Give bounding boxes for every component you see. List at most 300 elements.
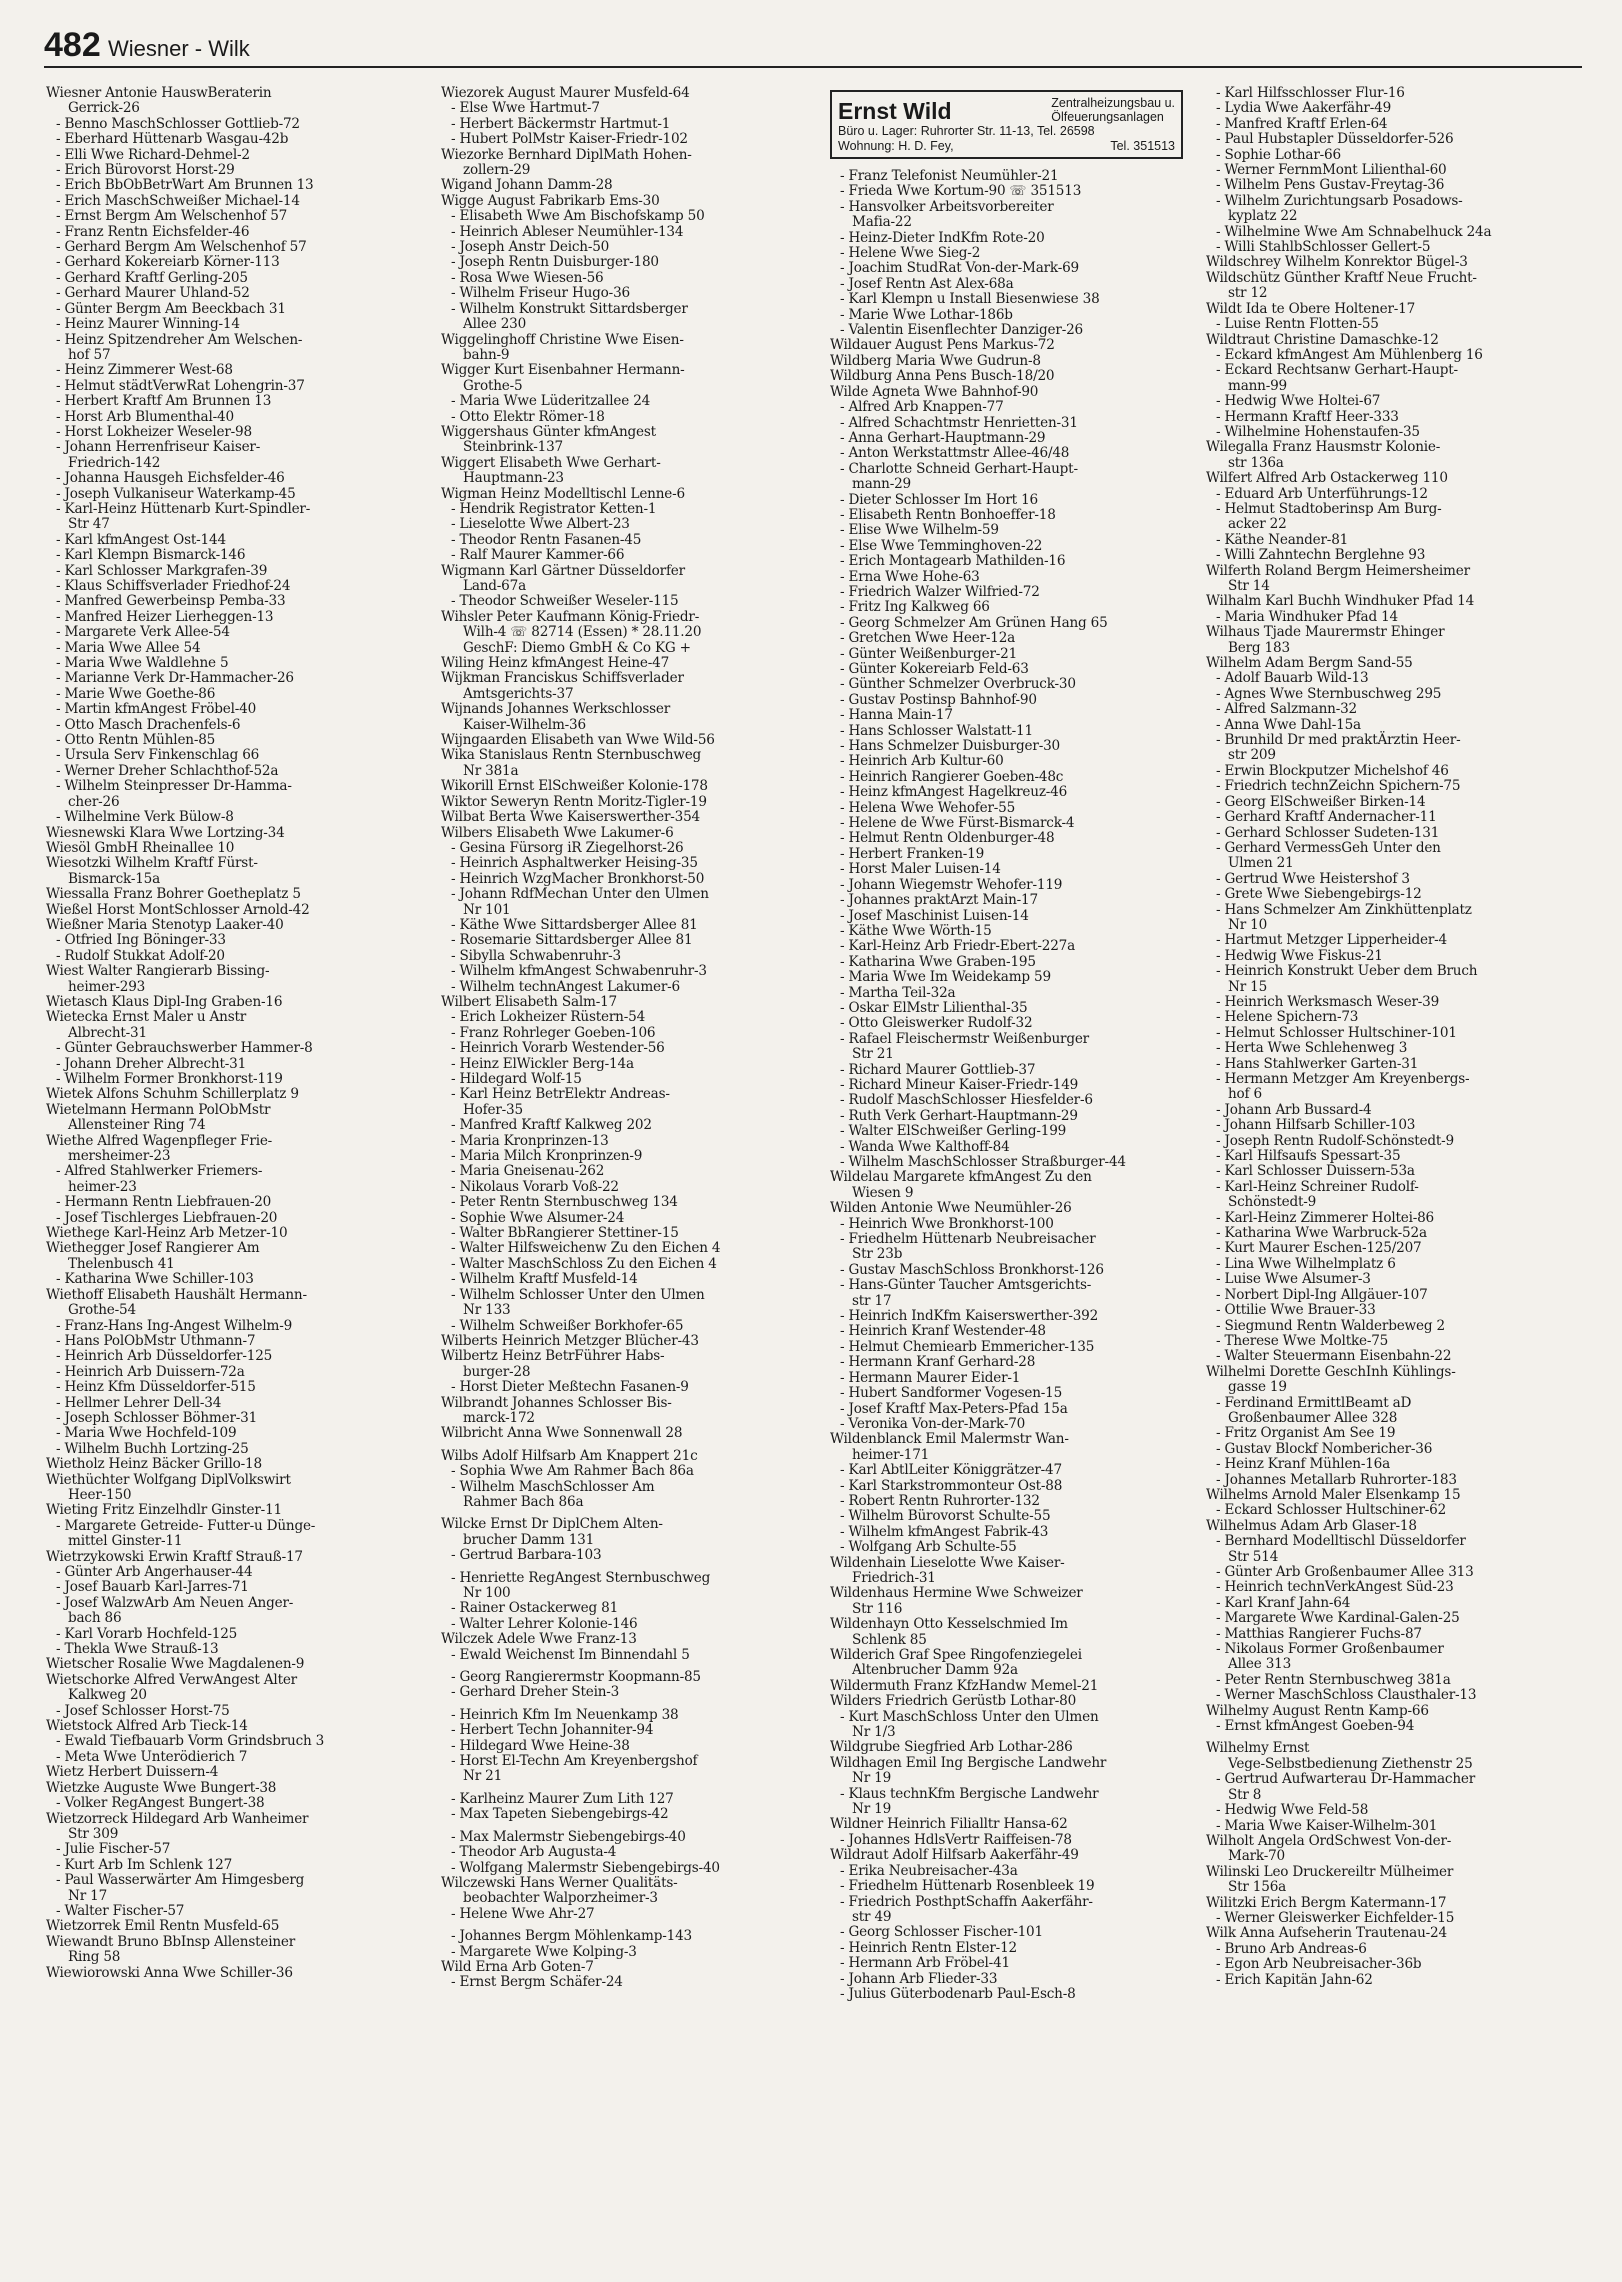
- directory-entry-line: Wilegalla Franz Hausmstr Kolonie-: [1206, 439, 1441, 456]
- directory-entry-line: - Bernhard Modelltischl Düsseldorfer: [1216, 1533, 1466, 1550]
- directory-entry-line: marck-172: [463, 1409, 535, 1426]
- directory-entry-line: zollern-29: [463, 162, 531, 179]
- directory-entry-line: - Ewald Weichenst Im Binnendahl 5: [451, 1646, 690, 1663]
- directory-entry-line: - Johann Dreher Albrecht-31: [56, 1055, 247, 1072]
- directory-entry-line: - Johanna Hausgeh Eichsfelder-46: [56, 470, 285, 487]
- directory-entry-line: Wilhalm Karl Buchh Windhuker Pfad 14: [1206, 593, 1475, 610]
- directory-entry-line: - Bruno Arb Andreas-6: [1216, 1940, 1367, 1957]
- directory-entry-line: - Karl Starkstrommonteur Ost-88: [840, 1477, 1063, 1494]
- directory-column-1: [46, 86, 401, 2246]
- directory-entry-line: kyplatz 22: [1228, 208, 1298, 225]
- directory-entry-line: - Johann Arb Flieder-33: [840, 1970, 998, 1987]
- directory-entry-line: Altenbrucher Damm 92a: [852, 1662, 1018, 1679]
- directory-entry-line: - Karl Klempn u Install Biesenwiese 38: [840, 291, 1100, 308]
- directory-entry-line: Str 116: [852, 1600, 903, 1617]
- directory-entry-line: - Volker RegAngest Bungert-38: [56, 1795, 265, 1812]
- directory-entry-line: - Gerhard Maurer Uhland-52: [56, 285, 250, 302]
- directory-entry-line: - Nikolaus Vorarb Voß-22: [451, 1178, 619, 1195]
- directory-entry-line: - Karl Schlosser Duissern-53a: [1216, 1163, 1415, 1180]
- directory-entry-line: - Hubert PolMstr Kaiser-Friedr-102: [451, 131, 688, 148]
- directory-entry-line: - Nikolaus Former Großenbaumer: [1216, 1641, 1444, 1658]
- directory-entry-line: - Herbert Bäckermstr Hartmut-1: [451, 115, 671, 132]
- directory-entry-line: Wigman Heinz Modelltischl Lenne-6: [441, 485, 685, 502]
- home-address: Wohnung: H. D. Fey,: [838, 139, 954, 153]
- office-address: Büro u. Lager: Ruhrorter Str. 11-13, Tel. 26598: [838, 124, 1095, 138]
- directory-entry-line: - Wilhelm Former Bronkhorst-119: [56, 1071, 283, 1087]
- directory-entry-line: - Gerhard Dreher Stein-3: [451, 1684, 620, 1701]
- directory-entry-line: Wietelmann Hermann PolObMstr: [46, 1101, 271, 1118]
- directory-entry-line: - Frieda Wwe Kortum-90 ☏ 351513: [840, 183, 1082, 200]
- directory-entry-line: - Günther Schmelzer Overbruck-30: [840, 676, 1076, 693]
- directory-entry-line: - Paul Wasserwärter Am Himgesberg: [56, 1872, 305, 1889]
- directory-entry-line: - Georg ElSchweißer Birken-14: [1216, 793, 1426, 810]
- directory-entry-line: Nr 100: [463, 1585, 511, 1601]
- directory-entry-line: - Johannes HdlsVertr Raiffeisen-78: [840, 1831, 1072, 1848]
- directory-entry-line: burger-28: [463, 1363, 531, 1380]
- directory-entry-line: - Katharina Wwe Warbruck-52a: [1216, 1225, 1427, 1242]
- directory-entry-line: - Herbert Techn Johanniter-94: [451, 1722, 654, 1739]
- directory-entry-line: Wilhelmy Ernst: [1206, 1740, 1310, 1757]
- directory-entry-line: - Werner Gleiswerker Eichfelder-15: [1216, 1909, 1455, 1926]
- directory-entry-line: - Karl Hilfsaufs Spessart-35: [1216, 1148, 1401, 1165]
- directory-entry-line: - Helene Wwe Ahr-27: [451, 1905, 595, 1922]
- directory-entry-line: Wiewiorowski Anna Wwe Schiller-36: [46, 1964, 293, 1981]
- directory-entry-line: mann-29: [852, 476, 911, 493]
- directory-entry-line: str 49: [852, 1908, 892, 1925]
- directory-entry-line: - Ernst Bergm Schäfer-24: [451, 1974, 623, 1991]
- directory-entry-line: Mark-70: [1228, 1848, 1286, 1865]
- directory-entry-line: Wiezorek August Maurer Musfeld-64: [441, 86, 690, 101]
- directory-entry-line: - Sophia Wwe Am Rahmer Bach 86a: [451, 1463, 694, 1480]
- directory-entry-line: Wilde Agneta Wwe Bahnhof-90: [830, 383, 1039, 400]
- directory-entry-line: - Maria Wwe Kaiser-Wilhelm-301: [1216, 1817, 1438, 1834]
- directory-entry-line: Nr 10: [1228, 916, 1268, 933]
- directory-entry-line: - Heinz-Dieter IndKfm Rote-20: [840, 229, 1045, 246]
- directory-entry-line: - Manfred Gewerbeinsp Pemba-33: [56, 593, 286, 610]
- directory-entry-line: - Anna Wwe Dahl-15a: [1216, 716, 1361, 733]
- directory-entry-line: - Rosemarie Sittardsberger Allee 81: [451, 932, 693, 949]
- directory-entry-line: - Theodor Schweißer Weseler-115: [451, 593, 679, 610]
- directory-entry-line: - Helmut städtVerwRat Lohengrin-37: [56, 377, 305, 394]
- directory-entry-line: - Hans Schmelzer Am Zinkhüttenplatz: [1216, 901, 1472, 918]
- directory-entry-line: - Heinrich IndKfm Kaiserswerther-392: [840, 1308, 1099, 1325]
- directory-entry-line: - Georg Schlosser Fischer-101: [840, 1924, 1043, 1941]
- directory-entry-line: - Klaus Schiffsverlader Friedhof-24: [56, 578, 291, 594]
- directory-entry-line: - Gerhard VermessGeh Unter den: [1216, 839, 1441, 856]
- directory-column-3: [830, 86, 1185, 2246]
- directory-entry-line: - Gustav Postinsp Bahnhof-90: [840, 691, 1037, 708]
- directory-entry-line: Nr 17: [68, 1887, 108, 1904]
- directory-entry-line: - Sibylla Schwabenruhr-3: [451, 947, 621, 964]
- directory-entry-line: - Otto Elektr Römer-18: [451, 408, 605, 425]
- directory-entry-line: Wiest Walter Rangierarb Bissing-: [46, 963, 270, 980]
- directory-entry-line: - Heinrich WzgMacher Bronkhorst-50: [451, 870, 705, 887]
- directory-entry-line: - Wanda Wwe Kalthoff-84: [840, 1138, 1010, 1155]
- directory-entry-line: Wiesen 9: [852, 1184, 914, 1201]
- directory-entry-line: - Gustav MaschSchloss Bronkhorst-126: [840, 1261, 1104, 1278]
- directory-entry-line: Wildenhaus Hermine Wwe Schweizer: [830, 1585, 1083, 1602]
- directory-entry-line: - Herbert Kraftf Am Brunnen 13: [56, 393, 272, 410]
- directory-entry-line: - Karl Klempn Bismarck-146: [56, 547, 246, 564]
- directory-entry-line: - Helene Spichern-73: [1216, 1009, 1359, 1026]
- directory-entry-line: - Gretchen Wwe Heer-12a: [840, 630, 1016, 647]
- directory-column-4: [1206, 86, 1561, 2246]
- directory-entry-line: - Georg Schmelzer Am Grünen Hang 65: [840, 614, 1108, 631]
- directory-entry-line: Wild Erna Arb Goten-7: [441, 1958, 594, 1975]
- directory-entry-line: - Wilhelmine Wwe Am Schnabelhuck 24a: [1216, 223, 1492, 240]
- directory-entry-line: - Ruth Verk Gerhart-Hauptmann-29: [840, 1107, 1078, 1124]
- directory-entry-line: Wilczewski Hans Werner Qualitäts-: [441, 1874, 678, 1891]
- directory-entry-line: - Gerhard Schlosser Sudeten-131: [1216, 824, 1440, 841]
- directory-entry-line: Wiktor Seweryn Rentn Moritz-Tigler-19: [441, 793, 707, 810]
- directory-entry-line: - Heinrich Arb Duissern-72a: [56, 1363, 245, 1380]
- directory-entry-line: - Lydia Wwe Aakerfähr-49: [1216, 100, 1392, 117]
- directory-entry-line: - Julius Güterbodenarb Paul-Esch-8: [840, 1985, 1076, 2002]
- directory-entry-line: - Erich Bürovorst Horst-29: [56, 162, 235, 179]
- directory-entry-line: - Manfred Kraftf Erlen-64: [1216, 115, 1388, 132]
- directory-entry-line: - Erich Kapitän Jahn-62: [1216, 1971, 1373, 1988]
- directory-entry-line: - Wilhelmine Verk Bülow-8: [56, 809, 234, 826]
- directory-entry-line: - Hildegard Wwe Heine-38: [451, 1737, 630, 1754]
- directory-entry-line: - Anton Werkstattmstr Allee-46/48: [840, 445, 1070, 462]
- directory-entry-line: - Sophie Lothar-66: [1216, 146, 1341, 163]
- directory-entry-line: - Hermann Maurer Eider-1: [840, 1369, 1021, 1386]
- directory-entry-line: - Manfred Heizer Lierheggen-13: [56, 608, 274, 625]
- directory-entry-line: Wietrzykowski Erwin Kraftf Strauß-17: [46, 1548, 303, 1565]
- directory-entry-line: - Veronika Von-der-Mark-70: [840, 1415, 1026, 1432]
- directory-entry-line: - Dieter Schlosser Im Hort 16: [840, 491, 1038, 508]
- directory-entry-line: brucher Damm 131: [463, 1531, 595, 1548]
- directory-entry-line: - Johannes Metallarb Ruhrorter-183: [1216, 1471, 1457, 1488]
- directory-entry-line: - Hans PolObMstr Uthmann-7: [56, 1332, 256, 1349]
- directory-entry-line: Wiewandt Bruno BbInsp Allensteiner: [46, 1933, 296, 1950]
- directory-entry-line: - Günter Weißenburger-21: [840, 645, 1018, 662]
- directory-entry-line: - Helena Wwe Wehofer-55: [840, 799, 1016, 816]
- directory-entry-line: - Gerhard Kokereiarb Körner-113: [56, 254, 280, 271]
- directory-entry-line: - Paul Hubstapler Düsseldorfer-526: [1216, 131, 1454, 148]
- directory-entry-line: Str 156a: [1228, 1879, 1287, 1896]
- directory-entry-line: - Friedhelm Hüttenarb Rosenbleek 19: [840, 1878, 1095, 1895]
- directory-entry-line: - Katharina Wwe Graben-195: [840, 953, 1036, 970]
- directory-entry-line: Wilbricht Anna Wwe Sonnenwall 28: [441, 1425, 683, 1442]
- directory-entry-line: - Robert Rentn Ruhrorter-132: [840, 1492, 1040, 1509]
- directory-entry-line: Hauptmann-23: [463, 470, 564, 487]
- directory-entry-line: - Wilhelm kfmAngest Schwabenruhr-3: [451, 963, 707, 980]
- directory-entry-line: - Valentin Eisenflechter Danziger-26: [840, 322, 1083, 339]
- directory-entry-line: - Friedhelm Hüttenarb Neubreisacher: [840, 1231, 1096, 1248]
- directory-entry-line: - Hendrik Registrator Ketten-1: [451, 500, 657, 517]
- directory-entry-line: - Maria Wwe Waldlehne 5: [56, 655, 229, 672]
- directory-entry-line: beobachter Walporzheimer-3: [463, 1890, 658, 1907]
- directory-entry-line: - Joachim StudRat Von-der-Mark-69: [840, 260, 1079, 277]
- directory-entry-line: - Erna Wwe Hohe-63: [840, 568, 980, 585]
- directory-entry-line: - Helene Wwe Sieg-2: [840, 245, 981, 262]
- directory-entry-line: Wilden Antonie Wwe Neumühler-26: [830, 1200, 1072, 1217]
- directory-entry-line: - Egon Arb Neubreisacher-36b: [1216, 1956, 1422, 1973]
- directory-entry-line: - Helene de Wwe Fürst-Bismarck-4: [840, 815, 1075, 832]
- directory-entry-line: Wiethe Alfred Wagenpfleger Frie-: [46, 1132, 273, 1149]
- directory-entry-line: - Ottilie Wwe Brauer-33: [1216, 1302, 1376, 1319]
- directory-entry-line: Wildenhayn Otto Kesselschmied Im: [830, 1616, 1068, 1633]
- directory-entry-line: Wilhelmy August Rentn Kamp-66: [1206, 1702, 1429, 1719]
- directory-entry-line: - Elise Wwe Wilhelm-59: [840, 522, 999, 539]
- directory-entry-line: Heer-150: [68, 1486, 132, 1503]
- directory-entry-line: - Werner FernmMont Lilienthal-60: [1216, 162, 1447, 179]
- directory-entry-line: Wietecka Ernst Maler u Anstr: [46, 1009, 247, 1026]
- directory-entry-line: - Willi StahlbSchlosser Gellert-5: [1216, 239, 1431, 256]
- directory-entry-line: Friedrich-142: [68, 454, 161, 471]
- directory-entry-line: - Joseph Schlosser Böhmer-31: [56, 1409, 258, 1426]
- directory-entry-line: Wiggershaus Günter kfmAngest: [441, 423, 656, 440]
- directory-entry-line: Wildauer August Pens Markus-72: [830, 337, 1055, 354]
- directory-entry-line: - Gerhard Kraftf Andernacher-11: [1216, 809, 1437, 826]
- directory-entry-line: Wietzke Auguste Wwe Bungert-38: [46, 1779, 277, 1796]
- directory-entry-line: - Eckard kfmAngest Am Mühlenberg 16: [1216, 346, 1483, 363]
- directory-entry-line: - Maria Wwe Allee 54: [56, 639, 201, 656]
- directory-entry-line: - Wilhelm kfmAngest Fabrik-43: [840, 1523, 1049, 1540]
- directory-entry-line: bahn-9: [463, 346, 510, 363]
- directory-entry-line: Wilhelmi Dorette GeschInh Kühlings-: [1206, 1363, 1456, 1380]
- directory-entry-line: Wiling Heinz kfmAngest Heine-47: [441, 655, 670, 672]
- directory-entry-line: - Karl kfmAngest Ost-144: [56, 531, 226, 548]
- directory-entry-line: Wilczek Adele Wwe Franz-13: [441, 1631, 637, 1648]
- directory-entry-line: - Heinrich Ableser Neumühler-134: [451, 223, 684, 240]
- directory-entry-line: - Heinrich Konstrukt Ueber dem Bruch: [1216, 963, 1478, 980]
- directory-entry-line: Wilfert Alfred Arb Ostackerweg 110: [1206, 470, 1448, 487]
- directory-entry-line: Wiggert Elisabeth Wwe Gerhart-: [441, 454, 661, 471]
- directory-entry-line: - Brunhild Dr med praktÄrztin Heer-: [1216, 732, 1461, 749]
- directory-entry-line: - Erich Lokheizer Rüstern-54: [451, 1009, 646, 1026]
- directory-entry-line: - Elli Wwe Richard-Dehmel-2: [56, 146, 250, 163]
- directory-entry-line: - Hartmut Metzger Lipperheider-4: [1216, 932, 1447, 949]
- directory-entry-line: Str 14: [1228, 578, 1270, 594]
- directory-entry-line: - Helmut Schlosser Hultschiner-101: [1216, 1024, 1457, 1041]
- directory-entry-line: - Franz Rohrleger Goeben-106: [451, 1024, 656, 1041]
- directory-entry-line: - Josef Maschinist Luisen-14: [840, 907, 1029, 924]
- running-head: Wiesner - Wilk: [108, 36, 250, 61]
- directory-entry-line: - Gesina Fürsorg iR Ziegelhorst-26: [451, 839, 684, 856]
- directory-entry-line: - Else Wwe Hartmut-7: [451, 100, 600, 117]
- directory-entry-line: - Günter Gebrauchswerber Hammer-8: [56, 1040, 313, 1057]
- directory-entry-line: - Wilhelm Pens Gustav-Freytag-36: [1216, 177, 1445, 194]
- directory-entry-line: Wiezorke Bernhard DiplMath Hohen-: [441, 146, 692, 163]
- directory-entry-line: Wilderich Graf Spee Ringofenziegelei: [830, 1647, 1082, 1663]
- directory-entry-line: - Gertrud Aufwarterau Dr-Hammacher: [1216, 1771, 1476, 1788]
- directory-entry-line: - Heinrich Kranf Westender-48: [840, 1323, 1046, 1340]
- tagline-line-2: Ölfeuerungsanlagen: [1051, 110, 1164, 124]
- directory-entry-line: - Walter ElSchweißer Gerling-199: [840, 1123, 1067, 1140]
- directory-entry-line: Wilitzki Erich Bergm Katermann-17: [1206, 1894, 1447, 1911]
- directory-entry-line: str 136a: [1228, 454, 1284, 471]
- directory-entry-line: heimer-23: [68, 1178, 137, 1195]
- directory-entry-line: - Johann Wiegemstr Wehofer-119: [840, 876, 1063, 893]
- directory-entry-line: - Günter Kokereiarb Feld-63: [840, 661, 1029, 677]
- directory-entry-line: Wilbertz Heinz BetrFührer Habs-: [441, 1348, 665, 1365]
- directory-entry-line: - Ewald Tiefbauarb Vorm Grindsbruch 3: [56, 1733, 325, 1750]
- directory-entry-line: Gerrick-26: [68, 100, 140, 117]
- directory-entry-line: - Gerhard Kraftf Gerling-205: [56, 269, 248, 286]
- directory-entry-line: mann-99: [1228, 377, 1287, 394]
- directory-entry-line: - Josef Bauarb Karl-Jarres-71: [56, 1579, 249, 1596]
- directory-entry-line: Wildenblanck Emil Malermstr Wan-: [830, 1431, 1069, 1448]
- directory-entry-line: - Kurt MaschSchloss Unter den Ulmen: [840, 1708, 1099, 1725]
- directory-entry-line: Wilbat Berta Wwe Kaiserswerther-354: [441, 809, 700, 826]
- directory-entry-line: - Wilhelm Zurichtungsarb Posadows-: [1216, 192, 1463, 209]
- directory-entry-line: - Karl-Heinz Zimmerer Holtei-86: [1216, 1209, 1435, 1226]
- directory-entry-line: - Gerhard Bergm Am Welschenhof 57: [56, 239, 307, 256]
- directory-entry-line: - Fritz Ing Kalkweg 66: [840, 599, 990, 616]
- directory-entry-line: hof 57: [68, 346, 111, 363]
- directory-entry-line: Vege-Selbstbedienung Ziethenstr 25: [1228, 1755, 1473, 1772]
- directory-entry-line: Mafia-22: [852, 214, 912, 231]
- directory-entry-line: - Kurt Maurer Eschen-125/207: [1216, 1240, 1422, 1257]
- directory-entry-line: Wietholz Heinz Bäcker Grillo-18: [46, 1456, 262, 1473]
- directory-entry-line: Str 309: [68, 1825, 119, 1842]
- directory-entry-line: Nr 15: [1228, 978, 1268, 995]
- directory-entry-line: - Günter Arb Großenbaumer Allee 313: [1216, 1564, 1474, 1580]
- directory-entry-line: - Gustav Blockf Nombericher-36: [1216, 1440, 1433, 1457]
- directory-entry-line: - Ernst kfmAngest Goeben-94: [1216, 1718, 1415, 1735]
- directory-entry-line: - Julie Fischer-57: [56, 1841, 171, 1858]
- directory-entry-line: - Max Malermstr Siebengebirgs-40: [451, 1828, 686, 1845]
- directory-entry-line: - Agnes Wwe Sternbuschweg 295: [1216, 685, 1442, 702]
- directory-entry-line: - Hanna Main-17: [840, 707, 953, 724]
- directory-entry-line: - Eberhard Hüttenarb Wasgau-42b: [56, 131, 289, 148]
- directory-entry-line: Wigmann Karl Gärtner Düsseldorfer: [441, 562, 685, 579]
- directory-entry-line: - Hans Stahlwerker Garten-31: [1216, 1055, 1419, 1072]
- directory-entry-line: Bismarck-15a: [68, 870, 161, 887]
- directory-entry-line: Steinbrink-137: [463, 439, 563, 456]
- directory-entry-line: - Sophie Wwe Alsumer-24: [451, 1209, 625, 1226]
- directory-entry-line: - Hermann Kranf Gerhard-28: [840, 1354, 1036, 1371]
- directory-entry-line: Wietzorrek Emil Rentn Musfeld-65: [46, 1918, 280, 1935]
- directory-entry-line: - Heinz ElWickler Berg-14a: [451, 1055, 634, 1072]
- directory-entry-line: - Joseph Rentn Duisburger-180: [451, 254, 659, 271]
- directory-entry-line: Thelenbusch 41: [68, 1255, 175, 1272]
- directory-entry-line: Wilk Anna Aufseherin Trautenau-24: [1206, 1925, 1447, 1942]
- directory-entry-line: Schönstedt-9: [1228, 1194, 1317, 1211]
- directory-entry-line: - Lina Wwe Wilhelmplatz 6: [1216, 1255, 1396, 1272]
- directory-column-2: [441, 86, 796, 2246]
- directory-entry-line: Wildermuth Franz KfzHandw Memel-21: [830, 1677, 1099, 1694]
- directory-entry-line: Wikorill Ernst ElSchweißer Kolonie-178: [441, 778, 708, 795]
- directory-entry-line: - Oskar ElMstr Lilienthal-35: [840, 999, 1028, 1016]
- directory-entry-line: Nr 21: [463, 1768, 503, 1785]
- directory-entry-line: mersheimer-23: [68, 1148, 171, 1165]
- directory-entry-line: Wildburg Anna Pens Busch-18/20: [830, 368, 1055, 385]
- directory-entry-line: - Peter Rentn Sternbuschweg 381a: [1216, 1671, 1451, 1688]
- directory-entry-line: - Hubert Sandformer Vogesen-15: [840, 1385, 1063, 1402]
- directory-entry-line: - Karlheinz Maurer Zum Lith 127: [451, 1790, 674, 1807]
- directory-entry-line: Wildschütz Günther Kraftf Neue Frucht-: [1206, 269, 1477, 286]
- directory-entry-line: - Marie Wwe Goethe-86: [56, 685, 216, 702]
- directory-entry-line: Wilhelmus Adam Arb Glaser-18: [1206, 1517, 1417, 1534]
- directory-entry-line: - Walter Steuermann Eisenbahn-22: [1216, 1348, 1452, 1365]
- directory-entry-line: Berg 183: [1228, 639, 1290, 656]
- directory-entry-line: - Wilhelm Schweißer Borkhofer-65: [451, 1317, 684, 1334]
- directory-entry-line: Wietscher Rosalie Wwe Magdalenen-9: [46, 1656, 305, 1673]
- directory-entry-line: Wiessalla Franz Bohrer Goetheplatz 5: [46, 886, 301, 903]
- directory-entry-line: - Wilhelmine Hohenstaufen-35: [1216, 423, 1420, 440]
- directory-entry-line: Wildt Ida te Obere Holtener-17: [1206, 300, 1416, 317]
- directory-entry-line: - Rudolf MaschSchlosser Hiesfelder-6: [840, 1092, 1093, 1109]
- directory-entry-line: - Margarete Wwe Kolping-3: [451, 1943, 637, 1960]
- directory-entry-line: Hofer-35: [463, 1101, 523, 1118]
- directory-entry-line: - Maria Wwe Hochfeld-109: [56, 1425, 237, 1442]
- directory-entry-line: - Heinz Kranf Mühlen-16a: [1216, 1456, 1391, 1473]
- directory-entry-line: - Wilhelm Buchh Lortzing-25: [56, 1440, 249, 1457]
- directory-entry-line: - Rafael Fleischermstr Weißenburger: [840, 1030, 1089, 1047]
- directory-entry-line: Nr 19: [852, 1770, 892, 1787]
- directory-entry-line: Wika Stanislaus Rentn Sternbuschweg: [441, 747, 702, 764]
- directory-entry-line: - Johannes praktArzt Main-17: [840, 892, 1038, 909]
- directory-entry-line: - Wilhelm Konstrukt Sittardsberger: [451, 300, 688, 317]
- directory-entry-line: Str 514: [1228, 1548, 1279, 1565]
- directory-entry-line: - Horst Dieter Meßtechn Fasanen-9: [451, 1379, 689, 1396]
- directory-entry-line: - Erich MaschSchweißer Michael-14: [56, 192, 300, 209]
- directory-entry-line: Wilhaus Tjade Maurermstr Ehinger: [1206, 624, 1445, 641]
- directory-entry-line: - Friedrich technZeichn Spichern-75: [1216, 778, 1461, 795]
- directory-entry-line: Albrecht-31: [68, 1024, 147, 1041]
- page-number: 482: [44, 26, 101, 64]
- directory-entry-line: Wildenhain Lieselotte Wwe Kaiser-: [830, 1554, 1065, 1571]
- directory-entry-line: Wilholt Angela OrdSchwest Von-der-: [1206, 1832, 1452, 1849]
- directory-entry-line: - Heinz Spitzendreher Am Welschen-: [56, 331, 303, 348]
- directory-entry-line: - Heinrich Arb Kultur-60: [840, 753, 1004, 770]
- directory-entry-line: - Josef Schlosser Horst-75: [56, 1702, 230, 1719]
- directory-entry-line: - Charlotte Schneid Gerhart-Haupt-: [840, 460, 1078, 477]
- directory-entry-line: - Karl Heinz BetrElektr Andreas-: [451, 1086, 670, 1103]
- directory-entry-line: Wijnands Johannes Werkschlosser: [441, 701, 671, 718]
- directory-entry-line: - Margarete Wwe Kardinal-Galen-25: [1216, 1610, 1460, 1627]
- directory-entry-line: - Wilhelm technAngest Lakumer-6: [451, 978, 681, 995]
- directory-entry-line: - Hans Schlosser Walstatt-11: [840, 722, 1033, 739]
- directory-entry-line: - Elisabeth Wwe Am Bischofskamp 50: [451, 208, 705, 225]
- directory-entry-line: - Johann Arb Bussard-4: [1216, 1101, 1372, 1118]
- directory-entry-line: str 17: [852, 1292, 892, 1309]
- directory-entry-line: hof 6: [1228, 1086, 1262, 1103]
- directory-entry-line: Wilbs Adolf Hilfsarb Am Knappert 21c: [441, 1447, 698, 1464]
- directory-entry-line: Rahmer Bach 86a: [463, 1493, 584, 1510]
- directory-entry-line: Wilcke Ernst Dr DiplChem Alten-: [441, 1516, 663, 1533]
- directory-entry-line: - Kurt Arb Im Schlenk 127: [56, 1856, 233, 1873]
- directory-entry-line: Wietasch Klaus Dipl-Ing Graben-16: [46, 993, 283, 1010]
- directory-entry-line: mittel Ginster-11: [68, 1533, 183, 1550]
- directory-entry-line: - Werner Dreher Schlachthof-52a: [56, 762, 279, 779]
- directory-entry-line: - Rainer Ostackerweg 81: [451, 1600, 619, 1617]
- directory-entry-line: - Eckard Rechtsanw Gerhart-Haupt-: [1216, 362, 1458, 379]
- directory-entry-line: Friedrich-31: [852, 1569, 936, 1586]
- directory-entry-line: - Joseph Rentn Rudolf-Schönstedt-9: [1216, 1132, 1454, 1149]
- directory-entry-line: - Hermann Metzger Am Kreyenbergs-: [1216, 1071, 1470, 1087]
- directory-entry-line: Wiethoff Elisabeth Haushält Hermann-: [46, 1286, 307, 1303]
- directory-entry-line: gasse 19: [1228, 1379, 1287, 1396]
- directory-entry-line: - Henriette RegAngest Sternbuschweg: [451, 1569, 711, 1586]
- directory-entry-line: - Martha Teil-32a: [840, 984, 956, 1001]
- directory-entry-line: - Heinz Kfm Düsseldorfer-515: [56, 1379, 256, 1396]
- directory-entry-line: Str 21: [852, 1046, 894, 1063]
- directory-entry-line: cher-26: [68, 793, 120, 810]
- directory-entry-line: Wiethegger Josef Rangierer Am: [46, 1240, 260, 1257]
- directory-entry-line: Wieting Fritz Einzelhdlr Ginster-11: [46, 1502, 282, 1519]
- directory-entry-line: - Theodor Arb Augusta-4: [451, 1844, 617, 1861]
- directory-entry-line: Nr 133: [463, 1302, 511, 1319]
- directory-entry-line: - Helmut Stadtoberinsp Am Burg-: [1216, 500, 1442, 517]
- directory-entry-line: Wietzorreck Hildegard Arb Wanheimer: [46, 1810, 309, 1827]
- directory-entry-line: Wilbers Elisabeth Wwe Lakumer-6: [441, 824, 674, 841]
- page-header: [44, 24, 1582, 68]
- directory-entry-line: - Maria Gneisenau-262: [451, 1163, 605, 1180]
